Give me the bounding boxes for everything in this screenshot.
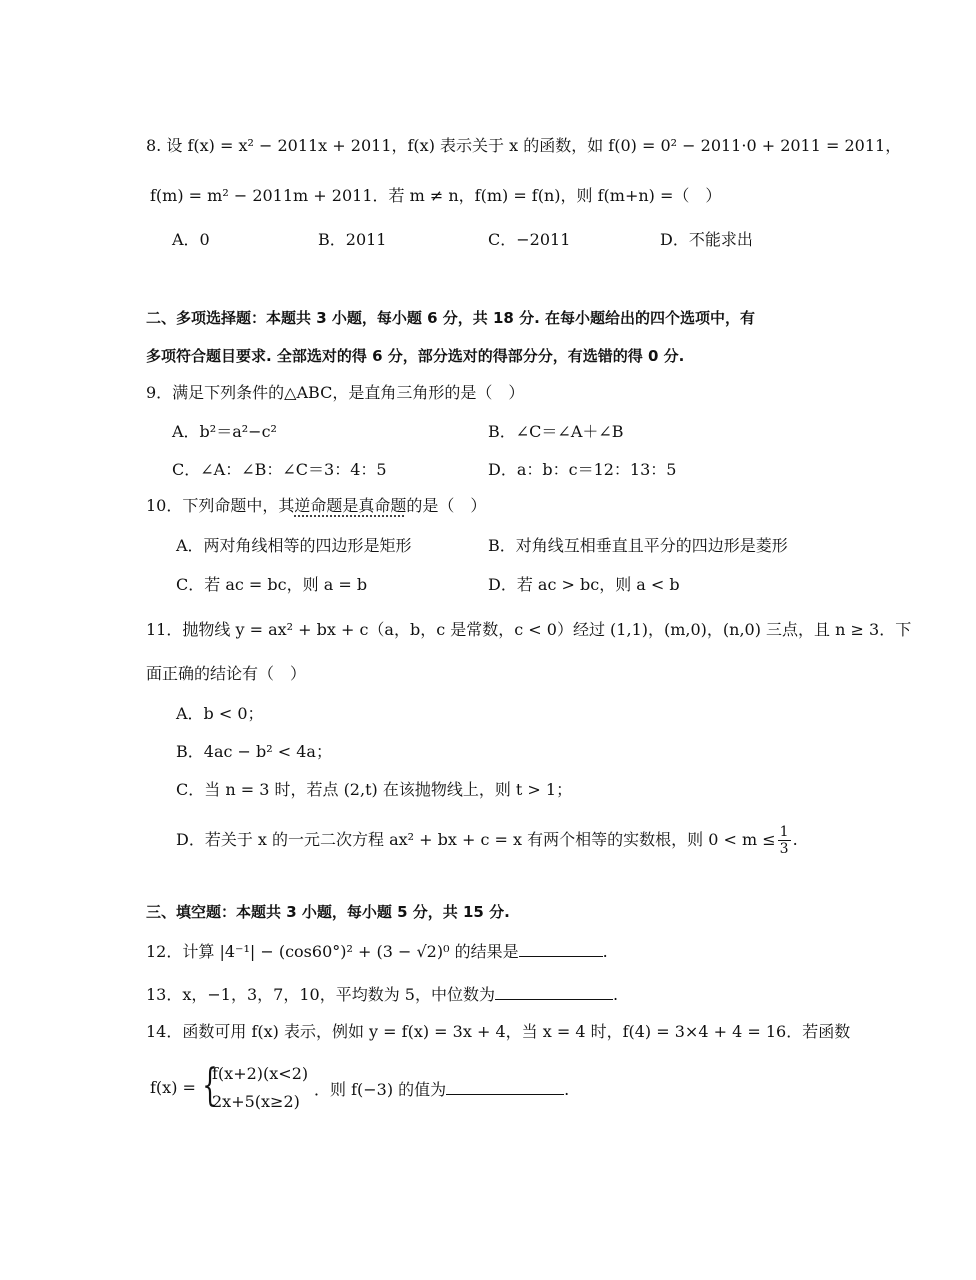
q9-option-a: A．b²＝a²−c² [172,422,277,441]
q14-case2: 2x+5(x≥2) [212,1092,300,1111]
q14-tail-text: ．则 f(−3) 的值为 [314,1080,447,1099]
q10-option-d: D．若 ac > bc，则 a < b [488,575,680,594]
q14-line1: 14．函数可用 f(x) 表示，例如 y = f(x) = 3x + 4，当 x = 4 时，f(4) = 3×4 + 4 = 16．若函数 [146,1022,851,1041]
q14-lhs: f(x) = [150,1078,196,1097]
q12-end: . [602,942,608,961]
answer-blank [495,985,613,1000]
q11-option-d [176,824,798,857]
q10-option-c: C．若 ac = bc，则 a = b [176,575,368,594]
q11-line2: 面正确的结论有（ ） [146,664,307,683]
q10-stem-post: 的是（ ） [406,496,487,515]
q11-fraction [778,824,791,857]
q10-stem-emphasis: 逆命题是真命题 [294,496,407,515]
q13-end: . [612,985,619,1004]
section2-header-line2: 多项符合题目要求. 全部选对的得 6 分，部分选对的得部分分，有选错的得 0 分. [146,347,685,365]
q9-option-c: C．∠A：∠B：∠C＝3：4：5 [172,460,387,479]
q10-option-a: A．两对角线相等的四边形是矩形 [176,536,412,555]
q8-line2: f(m) = m² − 2011m + 2011．若 m ≠ n，f(m) = f(n)，则 f(m+n) =（ ） [150,186,722,205]
q8-option-b: B．2011 [318,230,387,249]
q8-option-c: C．−2011 [488,230,571,249]
q9-option-d: D．a：b：c＝12：13：5 [488,460,677,479]
q10-stem-pre: 10．下列命题中，其 [146,496,295,515]
q11-option-a: A．b < 0； [176,704,264,723]
q12-line [146,942,608,962]
q13-text: 13．x，−1，3，7，10，平均数为 5，中位数为 [146,985,495,1004]
q14-case1: f(x+2)(x<2) [212,1064,309,1083]
q8-option-a: A．0 [172,230,210,249]
q8-line1: 8. 设 f(x) = x² − 2011x + 2011，f(x) 表示关于 x 的函数，如 f(0) = 0² − 2011·0 + 2011 = 2011， [146,136,902,155]
q11-option-d-text: D．若关于 x 的一元二次方程 ax² + bx + c = x 有两个相等的实数根，则 0 < m ≤ [176,830,776,849]
fraction-denominator: 3 [779,841,789,857]
q9-stem: 9．满足下列条件的△ABC，是直角三角形的是（ ） [146,383,525,402]
q11-line1: 11．抛物线 y = ax² + bx + c（a，b，c 是常数，c < 0）经过 (1,1)，(m,0)，(n,0) 三点，且 n ≥ 3．下 [146,620,912,639]
q14-tail [314,1080,569,1100]
fraction-numerator: 1 [779,824,789,840]
section3-header: 三、填空题：本题共 3 小题，每小题 5 分，共 15 分. [146,903,510,921]
q13-line [146,985,618,1005]
q10-stem [146,496,486,516]
section2-header-line1: 二、多项选择题：本题共 3 小题，每小题 6 分，共 18 分. 在每小题给出的四个选项中，有 [146,309,756,327]
q12-text: 12．计算 |4⁻¹| − (cos60°)² + (3 − √2)⁰ 的结果是 [146,942,519,961]
q10-option-b: B．对角线互相垂直且平分的四边形是菱形 [488,536,788,555]
q9-option-b: B．∠C＝∠A＋∠B [488,422,624,441]
piecewise-brace: { [202,1060,218,1111]
q11-option-d-end: . [792,830,798,849]
q14-end: . [564,1080,570,1099]
answer-blank [446,1080,564,1095]
answer-blank [519,942,603,957]
q11-option-b: B．4ac − b² < 4a； [176,742,332,761]
q8-option-d: D．不能求出 [660,230,753,249]
q11-option-c: C．当 n = 3 时，若点 (2,t) 在该抛物线上，则 t > 1； [176,780,573,799]
